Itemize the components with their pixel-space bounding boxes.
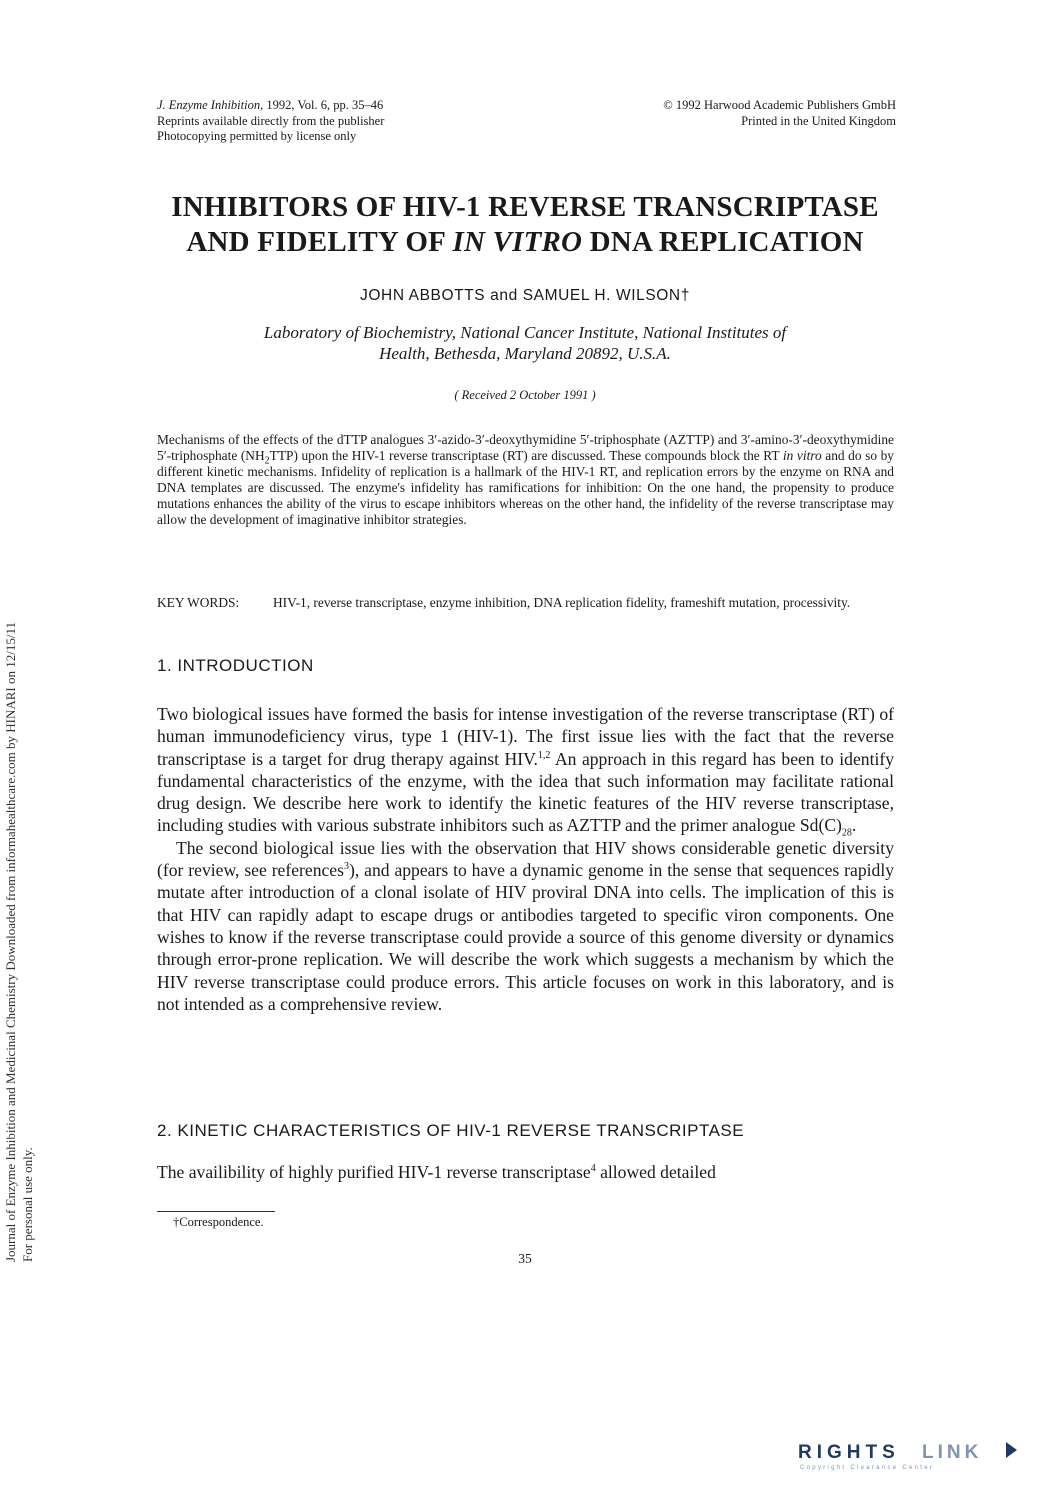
- abstract-italic: in vitro: [782, 447, 822, 463]
- abstract-subscript: 2: [264, 455, 270, 467]
- printed-notice: Printed in the United Kingdom: [741, 113, 896, 128]
- journal-name: J. Enzyme Inhibition: [157, 98, 261, 112]
- abstract-part-1: Mechanisms of the effects of the dTTP analogues 3′-azido-3′-deoxythymidine 5′-triphosphate (AZTTP) and 3′-amino-3′-deoxythymidine 5′-triphosphate (NH: [157, 432, 894, 463]
- rightslink-logo[interactable]: [798, 1438, 1030, 1472]
- section-heading-introduction: 1. INTRODUCTION: [157, 656, 314, 675]
- article-title: [120, 190, 930, 260]
- logo-dark-text: RIGHTS: [798, 1442, 900, 1463]
- logo-arrow-icon: [1006, 1442, 1017, 1458]
- introduction-body: [157, 703, 894, 1015]
- rightslink-logo-graphic: [798, 1438, 1030, 1472]
- journal-volume: , 1992, Vol. 6, pp. 35–46: [260, 98, 384, 112]
- title-line-1: INHIBITORS OF HIV-1 REVERSE TRANSCRIPTASE: [171, 191, 879, 223]
- photocopy-note: Photocopying permitted by license only: [157, 129, 357, 143]
- copyright-notice: © 1992 Harwood Academic Publishers GmbH: [663, 98, 896, 112]
- keywords-label: KEY WORDS:: [157, 595, 240, 610]
- affiliation-line-2: Health, Bethesda, Maryland 20892, U.S.A.: [379, 344, 671, 363]
- section-heading-kinetics: 2. KINETIC CHARACTERISTICS OF HIV-1 REVERSE TRANSCRIPTASE: [157, 1121, 745, 1140]
- citation-superscript: 4: [590, 1163, 596, 1175]
- page-number: 35: [518, 1251, 532, 1266]
- intro-p2-part-b: ), and appears to have a dynamic genome in the sense that sequences rapidly mutate after introduction of a clonal isolate of HIV proviral DNA into cells. The implication of this is that HIV can rapidly adapt to escape drugs or antibodies targeted to specific viron components. One wishes to know if the reverse transcriptase could provide a source of this genome diversity or dynamics through error-prone replication. We will describe the work which suggests a mechanism by which the HIV reverse transcriptase could produce errors. This article focuses on work in this laboratory, and is not intended as a comprehensive review.: [157, 860, 895, 1014]
- kinetics-part-b: allowed detailed: [595, 1162, 716, 1182]
- kinetics-body: [157, 1161, 894, 1183]
- abstract-part-3: and do so by different kinetic mechanisms. Infidelity of replication is a hallmark of the HIV-1 RT, and replication errors by the enzyme on RNA and DNA templates are discussed. The enzyme's infidelity has ramifications for inhibition: On the one hand, the propensity to produce mutations enhances the ability of the virus to escape inhibitors whereas on the other hand, the infidelity of the reverse transcriptase may allow the development of imaginative inhibitor strategies.: [157, 447, 894, 527]
- abstract-part-2: TTP) upon the HIV-1 reverse transcriptase (RT) are discussed. These compounds block the RT: [269, 447, 783, 463]
- intro-paragraph-1: [157, 703, 894, 837]
- citation-superscript: 3: [343, 861, 349, 873]
- affiliation-line-1: Laboratory of Biochemistry, National Cancer Institute, National Institutes of: [263, 323, 787, 342]
- watermark-line-2: For personal use only.: [19, 1147, 35, 1262]
- kinetics-paragraph-1: [157, 1161, 894, 1183]
- logo-light-text: LINK: [922, 1442, 983, 1463]
- title-line-2: [120, 225, 930, 260]
- primer-subscript: 28: [841, 828, 852, 839]
- title-line-2-italic: IN VITRO: [452, 226, 583, 258]
- affiliation: [160, 322, 890, 364]
- footnote-rule: [157, 1211, 275, 1212]
- title-line-2-post: DNA REPLICATION: [582, 226, 864, 258]
- intro-p1-part-b: An approach in this regard has been to identify fundamental characteristics of the enzyme, with the idea that such information may facilitate rational drug design. We describe here work to identify the kinetic features of the HIV reverse transcriptase, including studies with various substrate inhibitors such as AZTTP and the primer analogue Sd(C): [157, 748, 895, 836]
- author-list: JOHN ABBOTTS and SAMUEL H. WILSON†: [360, 287, 690, 304]
- title-line-2-pre: AND FIDELITY OF: [186, 226, 453, 258]
- watermark-line-1: Journal of Enzyme Inhibition and Medicinal Chemistry Downloaded from informahealthcare.com by HINARI on 12/15/11: [3, 622, 18, 1262]
- citation-superscript: 1,2: [537, 749, 551, 761]
- running-header-left: [157, 98, 384, 145]
- intro-p2-part-a: The second biological issue lies with the observation that HIV shows considerable genetic diversity (for review, see references: [157, 837, 894, 881]
- received-date: ( Received 2 October 1991 ): [454, 388, 596, 402]
- intro-paragraph-2: [157, 837, 894, 1015]
- intro-p1-part-a: Two biological issues have formed the basis for intense investigation of the reverse transcriptase (RT) of human immunodeficiency virus, type 1 (HIV-1). The first issue lies with the fact that the reverse transcriptase is a target for drug therapy against HIV.: [157, 704, 894, 769]
- intro-p1-part-c: .: [851, 815, 857, 836]
- keywords-text: HIV-1, reverse transcriptase, enzyme inhibition, DNA replication fidelity, frameshift mutation, processivity.: [273, 595, 851, 610]
- kinetics-part-a: The availibility of highly purified HIV-1 reverse transcriptase: [157, 1162, 591, 1182]
- journal-citation: [157, 98, 384, 114]
- reprints-note: Reprints available directly from the publisher: [157, 113, 385, 128]
- running-header-right: [663, 98, 896, 129]
- logo-tagline: Copyright Clearance Center: [800, 1465, 935, 1471]
- footnote: †Correspondence.: [173, 1215, 264, 1229]
- keywords: [157, 595, 894, 611]
- abstract: [157, 432, 894, 527]
